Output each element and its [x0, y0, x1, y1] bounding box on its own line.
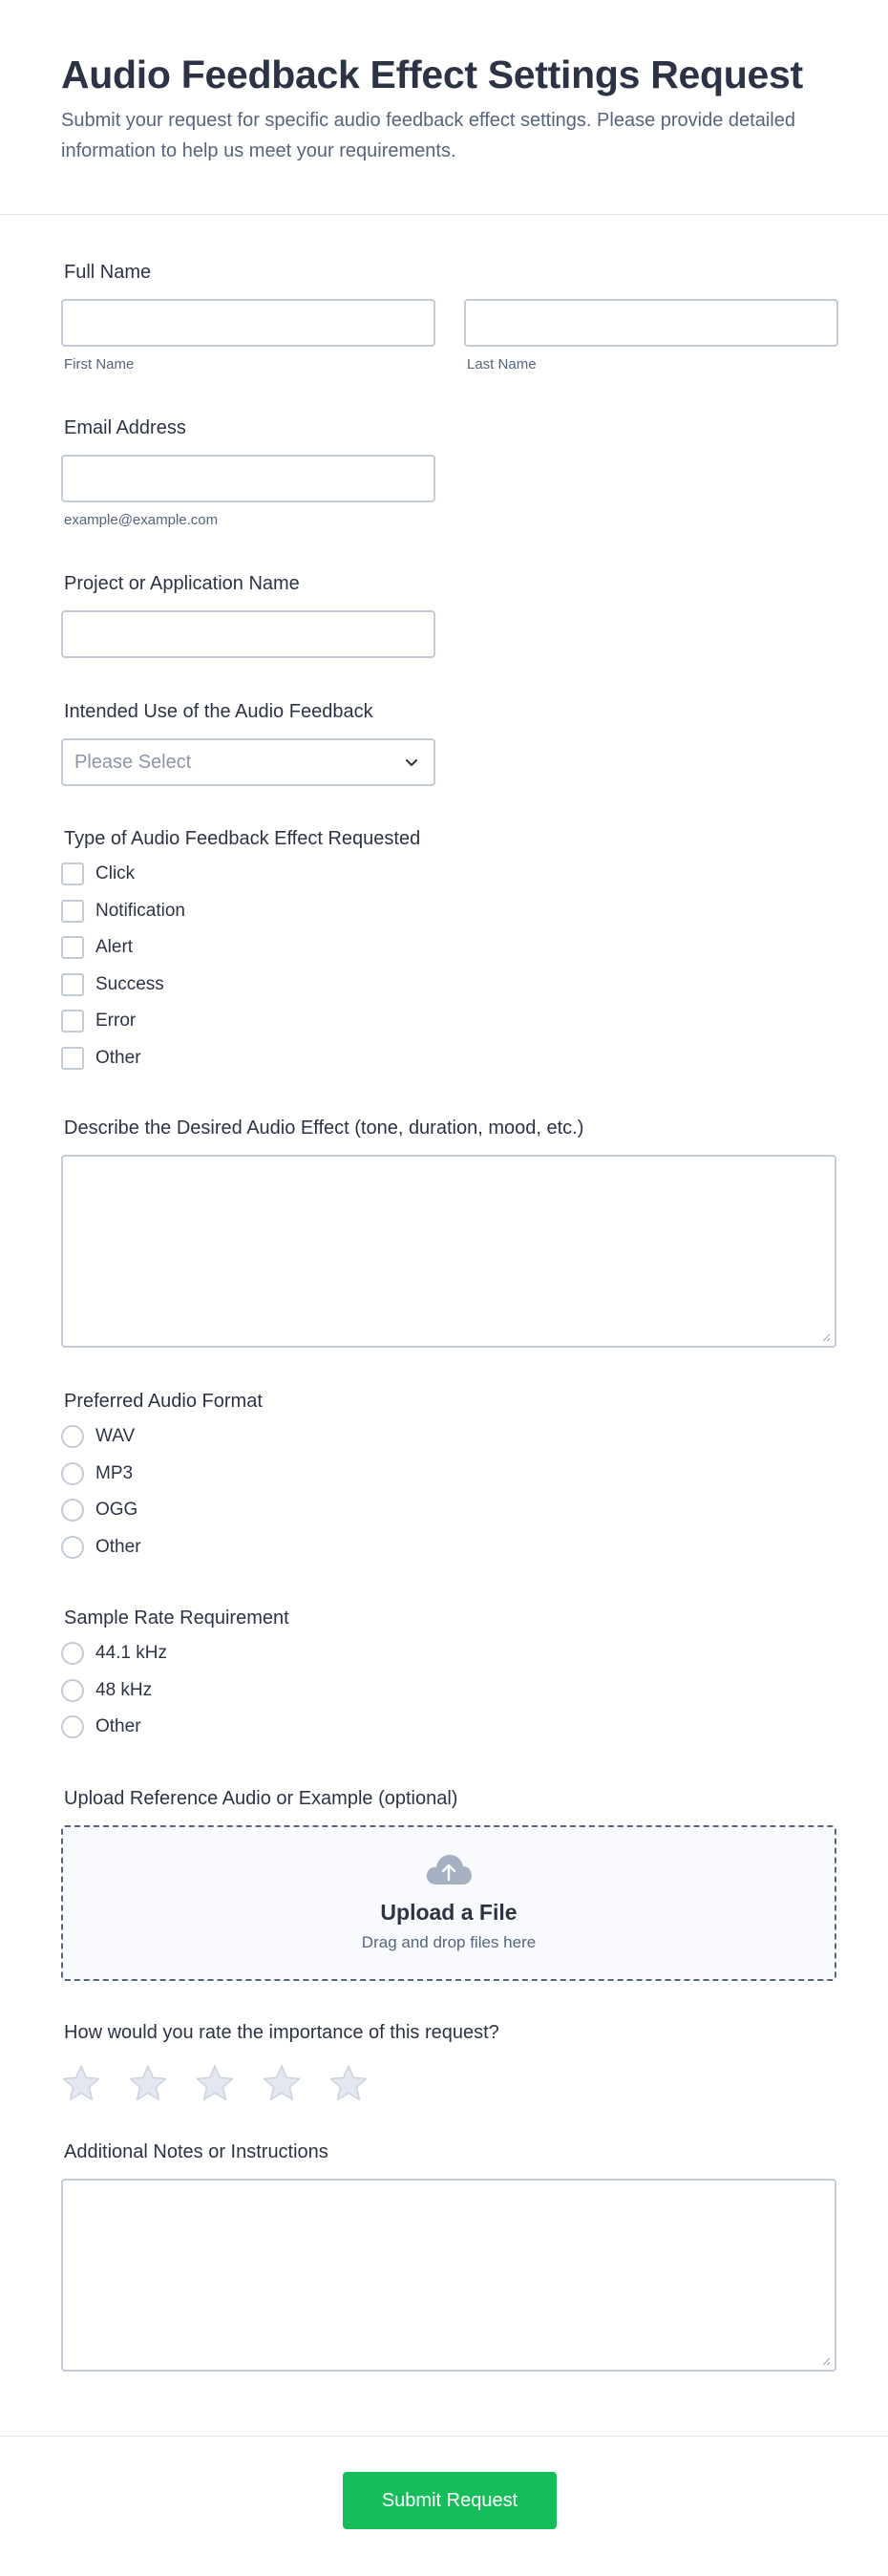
- checkbox[interactable]: [61, 1010, 84, 1033]
- checkbox[interactable]: [61, 936, 84, 959]
- resize-grip-icon[interactable]: [821, 2356, 831, 2366]
- upload-field: [61, 1788, 827, 1981]
- page-title: Audio Feedback Effect Settings Request: [61, 53, 803, 96]
- radio[interactable]: [61, 1679, 84, 1702]
- format-option-other[interactable]: [61, 1529, 827, 1566]
- radio[interactable]: [61, 1715, 84, 1738]
- rating-label: How would you rate the importance of this request?: [64, 2021, 499, 2043]
- option-label: WAV: [95, 1426, 136, 1447]
- rate-option-48[interactable]: [61, 1672, 827, 1710]
- project-label: Project or Application Name: [64, 573, 300, 594]
- first-name-sublabel: First Name: [64, 356, 135, 373]
- format-option-wav[interactable]: [61, 1418, 827, 1456]
- option-label: Notification: [95, 900, 185, 921]
- notes-field: [61, 2141, 827, 2372]
- radio[interactable]: [61, 1425, 84, 1448]
- checkbox[interactable]: [61, 973, 84, 996]
- effect-option-success[interactable]: [61, 967, 827, 1004]
- radio[interactable]: [61, 1642, 84, 1665]
- star-icon[interactable]: [195, 2063, 235, 2103]
- star-rating: [61, 2063, 827, 2103]
- format-option-mp3[interactable]: [61, 1456, 827, 1493]
- form-footer: [0, 2436, 888, 2576]
- email-label: Email Address: [64, 417, 186, 438]
- effect-option-other[interactable]: [61, 1040, 827, 1077]
- audio-format-field: [61, 1391, 827, 1565]
- effect-option-alert[interactable]: [61, 929, 827, 967]
- sample-rate-label: Sample Rate Requirement: [64, 1607, 289, 1629]
- describe-textarea[interactable]: [61, 1155, 836, 1348]
- option-label: 44.1 kHz: [95, 1643, 167, 1664]
- upload-label: Upload Reference Audio or Example (optional): [64, 1787, 458, 1809]
- project-input[interactable]: [61, 610, 435, 658]
- option-label: Other: [95, 1716, 141, 1737]
- email-sublabel: example@example.com: [64, 512, 219, 528]
- audio-format-label: Preferred Audio Format: [64, 1391, 263, 1412]
- email-field: [61, 417, 827, 528]
- describe-field: [61, 1118, 827, 1348]
- option-label: Other: [95, 1536, 141, 1557]
- project-field: [61, 573, 827, 658]
- effect-option-notification[interactable]: [61, 893, 827, 930]
- chevron-down-icon: [403, 754, 420, 771]
- rate-option-44[interactable]: [61, 1635, 827, 1672]
- intended-use-placeholder: Please Select: [74, 751, 192, 773]
- email-input[interactable]: [61, 455, 435, 502]
- cloud-upload-icon: [425, 1852, 473, 1886]
- option-label: Error: [95, 1011, 137, 1032]
- checkbox[interactable]: [61, 900, 84, 923]
- intended-use-select[interactable]: [61, 738, 435, 786]
- option-label: OGG: [95, 1500, 138, 1521]
- upload-title: Upload a File: [380, 1899, 518, 1925]
- notes-textarea[interactable]: [61, 2179, 836, 2372]
- intended-use-label: Intended Use of the Audio Feedback: [64, 701, 373, 722]
- notes-label: Additional Notes or Instructions: [64, 2140, 328, 2162]
- intended-use-field: [61, 701, 827, 786]
- option-label: 48 kHz: [95, 1679, 153, 1700]
- audio-format-options: [61, 1418, 827, 1565]
- option-label: Success: [95, 973, 164, 994]
- option-label: Alert: [95, 937, 134, 958]
- option-label: Click: [95, 863, 136, 884]
- effect-option-click[interactable]: [61, 856, 827, 893]
- full-name-label: Full Name: [64, 262, 152, 283]
- sample-rate-options: [61, 1635, 827, 1746]
- effect-type-field: [61, 828, 827, 1076]
- rate-option-other[interactable]: [61, 1709, 827, 1746]
- submit-button[interactable]: Submit Request: [343, 2472, 557, 2529]
- last-name-sublabel: Last Name: [467, 356, 537, 373]
- checkbox[interactable]: [61, 1047, 84, 1070]
- describe-label: Describe the Desired Audio Effect (tone, duration, mood, etc.): [64, 1118, 584, 1139]
- upload-subtitle: Drag and drop files here: [361, 1932, 537, 1951]
- rating-field: [61, 2022, 827, 2103]
- format-option-ogg[interactable]: [61, 1492, 827, 1529]
- last-name-input[interactable]: [464, 299, 838, 347]
- star-icon[interactable]: [262, 2063, 302, 2103]
- star-icon[interactable]: [328, 2063, 369, 2103]
- radio[interactable]: [61, 1499, 84, 1522]
- resize-grip-icon[interactable]: [821, 1332, 831, 1342]
- effect-type-options: [61, 856, 827, 1076]
- option-label: MP3: [95, 1462, 134, 1483]
- effect-option-error[interactable]: [61, 1003, 827, 1040]
- first-name-input[interactable]: [61, 299, 435, 347]
- form-header: [0, 0, 888, 215]
- star-icon[interactable]: [128, 2063, 168, 2103]
- option-label: Other: [95, 1047, 141, 1068]
- upload-dropzone[interactable]: [61, 1825, 836, 1981]
- radio[interactable]: [61, 1462, 84, 1485]
- effect-type-label: Type of Audio Feedback Effect Requested: [64, 828, 421, 849]
- form-body: [0, 262, 888, 2372]
- full-name-field: [61, 262, 827, 373]
- sample-rate-field: [61, 1607, 827, 1746]
- checkbox[interactable]: [61, 862, 84, 885]
- star-icon[interactable]: [61, 2063, 101, 2103]
- radio[interactable]: [61, 1536, 84, 1559]
- page-description: Submit your request for specific audio feedback effect settings. Please provide detailed information to help us meet your requirements.: [61, 110, 795, 161]
